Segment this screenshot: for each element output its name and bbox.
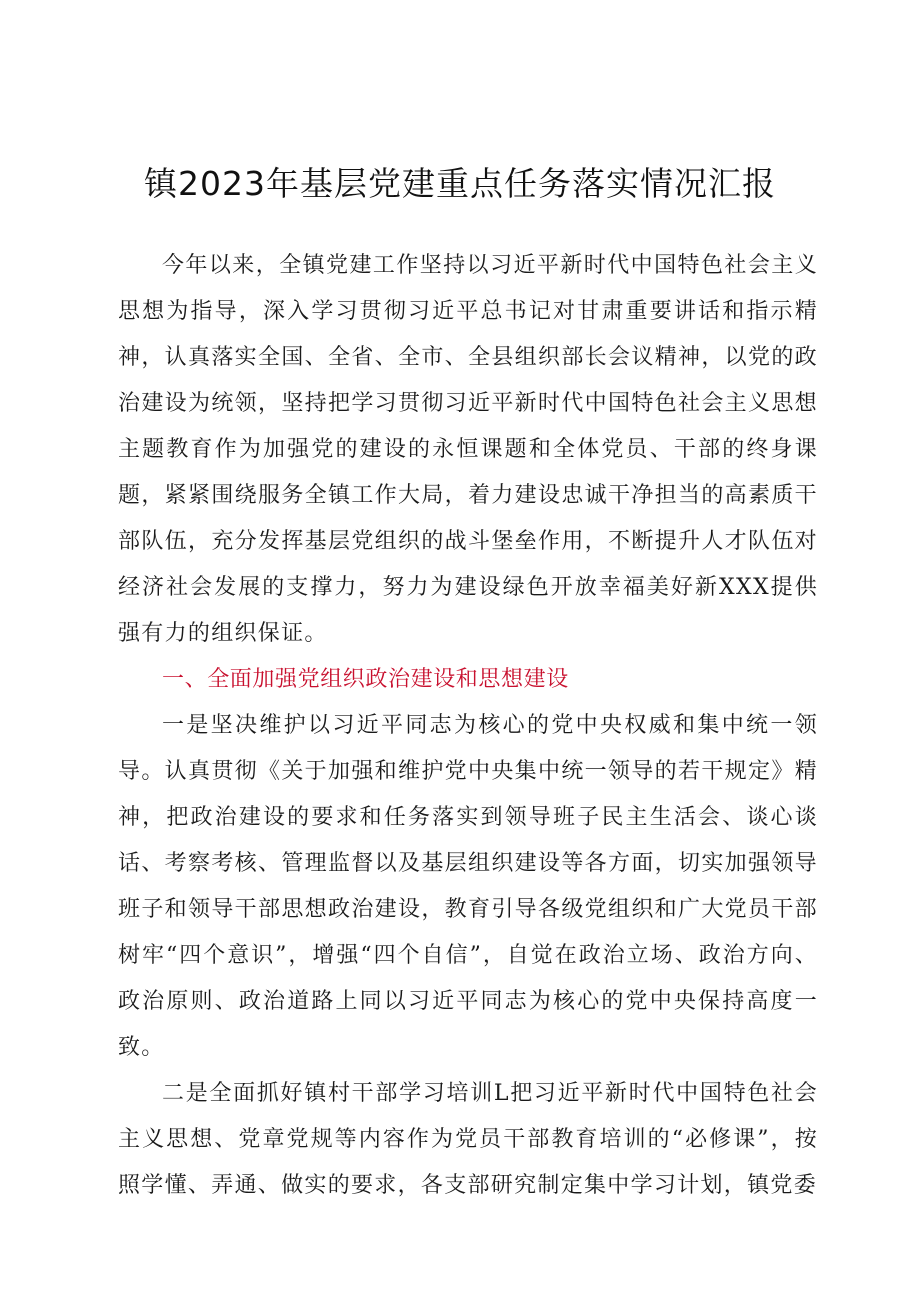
- section1-paragraph-1: 一是坚决维护以习近平同志为核心的党中央权威和集中统一领导。认真贯彻《关于加强和维护党中央集中统一领导的若干规定》精神，把政治建设的要求和任务落实到领导班子民主生活会、谈心谈话、考察考核、管理监督以及基层组织建设等各方面，切实加强领导班子和领导干部思想政治建设，教育引导各级党组织和广大党员干部树牢“四个意识”，增强“四个自信”，自觉在政治立场、政治方向、政治原则、政治道路上同以习近平同志为核心的党中央保持高度一致。: [118, 713, 818, 1060]
- document-title: 镇2023年基层党建重点任务落实情况汇报: [144, 164, 776, 203]
- document-body: [118, 243, 818, 1209]
- intro-paragraph: 今年以来，全镇党建工作坚持以习近平新时代中国特色社会主义思想为指导，深入学习贯彻习近平总书记对甘肃重要讲话和指示精神，认真落实全国、全省、全市、全县组织部长会议精神，以党的政治建设为统领，坚持把学习贯彻习近平新时代中国特色社会主义思想主题教育作为加强党的建设的永恒课题和全体党员、干部的终身课题，紧紧围绕服务全镇工作大局，着力建设忠诚干净担当的高素质干部队伍，充分发挥基层党组织的战斗堡垒作用，不断提升人才队伍对经济社会发展的支撑力，努力为建设绿色开放幸福美好新XXX提供强有力的组织保证。: [118, 253, 818, 646]
- section1-paragraph-2: 二是全面抓好镇村干部学习培训L把习近平新时代中国特色社会主义思想、党章党规等内容作为党员干部教育培训的“必修课”，按照学懂、弄通、做实的要求，各支部研究制定集中学习计划，镇党委: [118, 1081, 818, 1198]
- section-heading-1: 一、全面加强党组织政治建设和思想建设: [162, 667, 569, 692]
